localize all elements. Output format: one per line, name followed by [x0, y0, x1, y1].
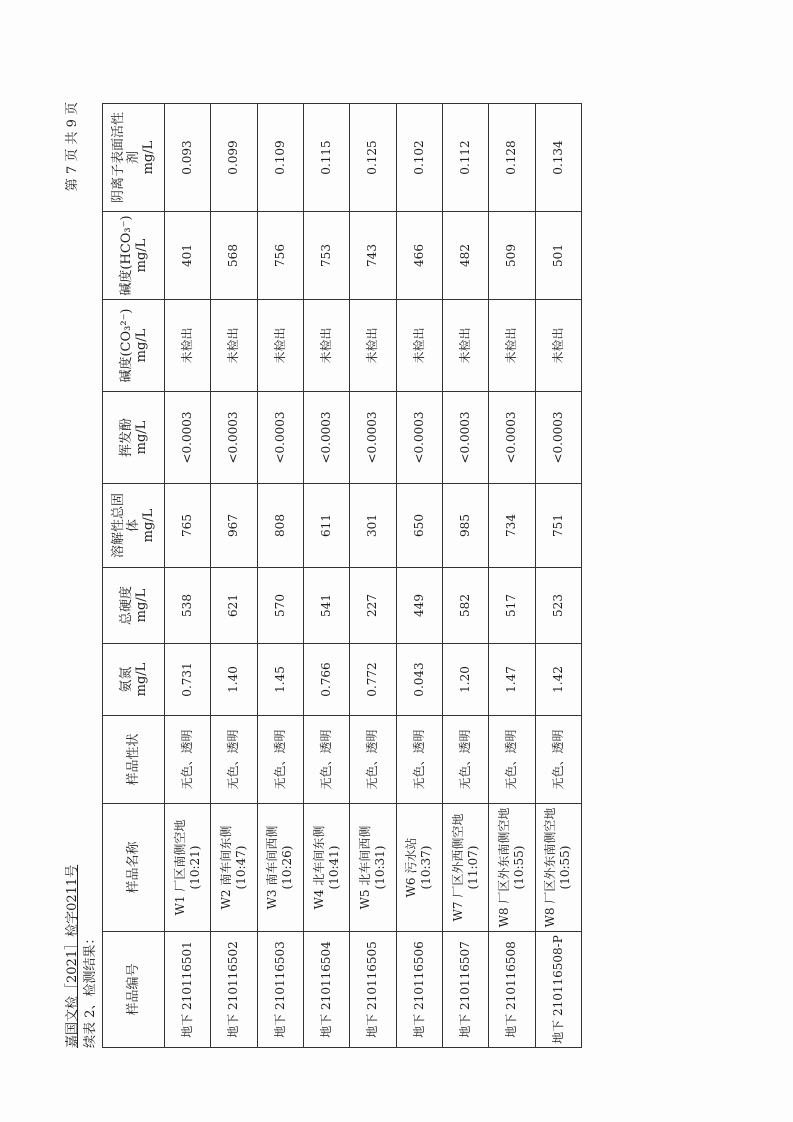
cell-phenol: <0.0003	[489, 392, 535, 484]
cell-hardness: 517	[489, 568, 535, 644]
table-row	[489, 104, 535, 1048]
cell-hardness: 570	[257, 568, 303, 644]
cell-tds: 650	[396, 484, 442, 568]
cell-surfactant: 0.102	[396, 104, 442, 212]
cell-sample-id: 地下 210116501	[165, 932, 211, 1048]
cell-sample-id: 地下 210116508-P	[535, 932, 581, 1048]
table-row	[442, 104, 488, 1048]
table-row	[257, 104, 303, 1048]
cell-sample-state: 无色、透明	[489, 716, 535, 804]
table-row	[165, 104, 211, 1048]
cell-co3: 未检出	[303, 300, 349, 392]
cell-ammonia: 1.47	[489, 644, 535, 716]
cell-ammonia: 1.40	[211, 644, 257, 716]
cell-sample-name: W8 厂区外东南侧空地 (10:55)	[489, 804, 535, 932]
table-title: 续表 2、检测结果：	[83, 931, 98, 1048]
cell-ammonia: 0.731	[165, 644, 211, 716]
cell-sample-name: W5 北车间西侧 (10:31)	[350, 804, 396, 932]
cell-tds: 808	[257, 484, 303, 568]
cell-hardness: 523	[535, 568, 581, 644]
cell-hardness: 621	[211, 568, 257, 644]
cell-phenol: <0.0003	[303, 392, 349, 484]
cell-ammonia: 1.20	[442, 644, 488, 716]
cell-co3: 未检出	[257, 300, 303, 392]
header-phenol: 挥发酚 mg/L	[103, 392, 165, 484]
cell-tds: 985	[442, 484, 488, 568]
table-row	[303, 104, 349, 1048]
cell-hardness: 538	[165, 568, 211, 644]
cell-sample-id: 地下 210116507	[442, 932, 488, 1048]
cell-co3: 未检出	[396, 300, 442, 392]
cell-surfactant: 0.099	[211, 104, 257, 212]
cell-phenol: <0.0003	[396, 392, 442, 484]
cell-sample-state: 无色、透明	[535, 716, 581, 804]
cell-hardness: 582	[442, 568, 488, 644]
header-sample-name: 样品名称	[103, 804, 165, 932]
cell-sample-name: W7 厂区外西侧空地 (11:07)	[442, 804, 488, 932]
cell-hco3: 466	[396, 212, 442, 300]
cell-phenol: <0.0003	[165, 392, 211, 484]
table-row	[350, 104, 396, 1048]
cell-sample-state: 无色、透明	[442, 716, 488, 804]
cell-tds: 734	[489, 484, 535, 568]
cell-hco3: 753	[303, 212, 349, 300]
cell-hco3: 568	[211, 212, 257, 300]
table-row	[396, 104, 442, 1048]
cell-surfactant: 0.134	[535, 104, 581, 212]
cell-hardness: 541	[303, 568, 349, 644]
cell-co3: 未检出	[535, 300, 581, 392]
cell-surfactant: 0.128	[489, 104, 535, 212]
cell-phenol: <0.0003	[350, 392, 396, 484]
cell-co3: 未检出	[489, 300, 535, 392]
cell-tds: 751	[535, 484, 581, 568]
header-hco3: 碱度(HCO₃⁻) mg/L	[103, 212, 165, 300]
cell-phenol: <0.0003	[257, 392, 303, 484]
table-row	[211, 104, 257, 1048]
header-sample-state: 样品性状	[103, 716, 165, 804]
header-co3: 碱度(CO₃²⁻) mg/L	[103, 300, 165, 392]
cell-sample-state: 无色、透明	[165, 716, 211, 804]
cell-ammonia: 1.42	[535, 644, 581, 716]
header-hardness: 总硬度 mg/L	[103, 568, 165, 644]
header-tds: 溶解性总固体 mg/L	[103, 484, 165, 568]
cell-hardness: 227	[350, 568, 396, 644]
cell-surfactant: 0.112	[442, 104, 488, 212]
cell-hco3: 743	[350, 212, 396, 300]
cell-phenol: <0.0003	[535, 392, 581, 484]
cell-sample-state: 无色、透明	[350, 716, 396, 804]
cell-phenol: <0.0003	[442, 392, 488, 484]
cell-sample-name: W8 厂区外东南侧空地 (10:55)	[535, 804, 581, 932]
cell-co3: 未检出	[442, 300, 488, 392]
cell-tds: 765	[165, 484, 211, 568]
cell-sample-id: 地下 210116506	[396, 932, 442, 1048]
cell-sample-id: 地下 210116504	[303, 932, 349, 1048]
page-info: 第 7 页 共 9 页	[65, 102, 80, 192]
cell-sample-id: 地下 210116502	[211, 932, 257, 1048]
cell-sample-name: W1 厂区南侧空地 (10:21)	[165, 804, 211, 932]
cell-sample-id: 地下 210116505	[350, 932, 396, 1048]
cell-hco3: 482	[442, 212, 488, 300]
cell-surfactant: 0.115	[303, 104, 349, 212]
cell-sample-id: 地下 210116508	[489, 932, 535, 1048]
cell-ammonia: 0.766	[303, 644, 349, 716]
cell-hco3: 501	[535, 212, 581, 300]
results-table	[102, 103, 582, 1048]
cell-ammonia: 0.772	[350, 644, 396, 716]
cell-ammonia: 0.043	[396, 644, 442, 716]
cell-co3: 未检出	[350, 300, 396, 392]
cell-sample-id: 地下 210116503	[257, 932, 303, 1048]
cell-tds: 301	[350, 484, 396, 568]
cell-surfactant: 0.125	[350, 104, 396, 212]
cell-hco3: 509	[489, 212, 535, 300]
header-surfactant: 阴离子表面活性剂 mg/L	[103, 104, 165, 212]
cell-phenol: <0.0003	[211, 392, 257, 484]
cell-co3: 未检出	[211, 300, 257, 392]
header-left	[64, 865, 100, 1048]
header-sample-id: 样品编号	[103, 932, 165, 1048]
cell-sample-name: W3 南车间西侧 (10:26)	[257, 804, 303, 932]
header-row	[103, 104, 165, 1048]
cell-surfactant: 0.109	[257, 104, 303, 212]
cell-tds: 967	[211, 484, 257, 568]
cell-sample-state: 无色、透明	[211, 716, 257, 804]
cell-ammonia: 1.45	[257, 644, 303, 716]
cell-tds: 611	[303, 484, 349, 568]
cell-surfactant: 0.093	[165, 104, 211, 212]
cell-hco3: 401	[165, 212, 211, 300]
cell-sample-state: 无色、透明	[303, 716, 349, 804]
header-ammonia: 氨氮 mg/L	[103, 644, 165, 716]
rotated-content	[64, 98, 584, 1048]
cell-co3: 未检出	[165, 300, 211, 392]
table-row	[535, 104, 581, 1048]
cell-sample-state: 无色、透明	[396, 716, 442, 804]
cell-sample-name: W6 污水站 (10:37)	[396, 804, 442, 932]
report-number: 嘉国文检［2021］检字0211号	[65, 864, 80, 1048]
cell-hco3: 756	[257, 212, 303, 300]
cell-sample-state: 无色、透明	[257, 716, 303, 804]
cell-sample-name: W2 南车间东侧 (10:47)	[211, 804, 257, 932]
cell-hardness: 449	[396, 568, 442, 644]
cell-sample-name: W4 北车间东侧 (10:41)	[303, 804, 349, 932]
